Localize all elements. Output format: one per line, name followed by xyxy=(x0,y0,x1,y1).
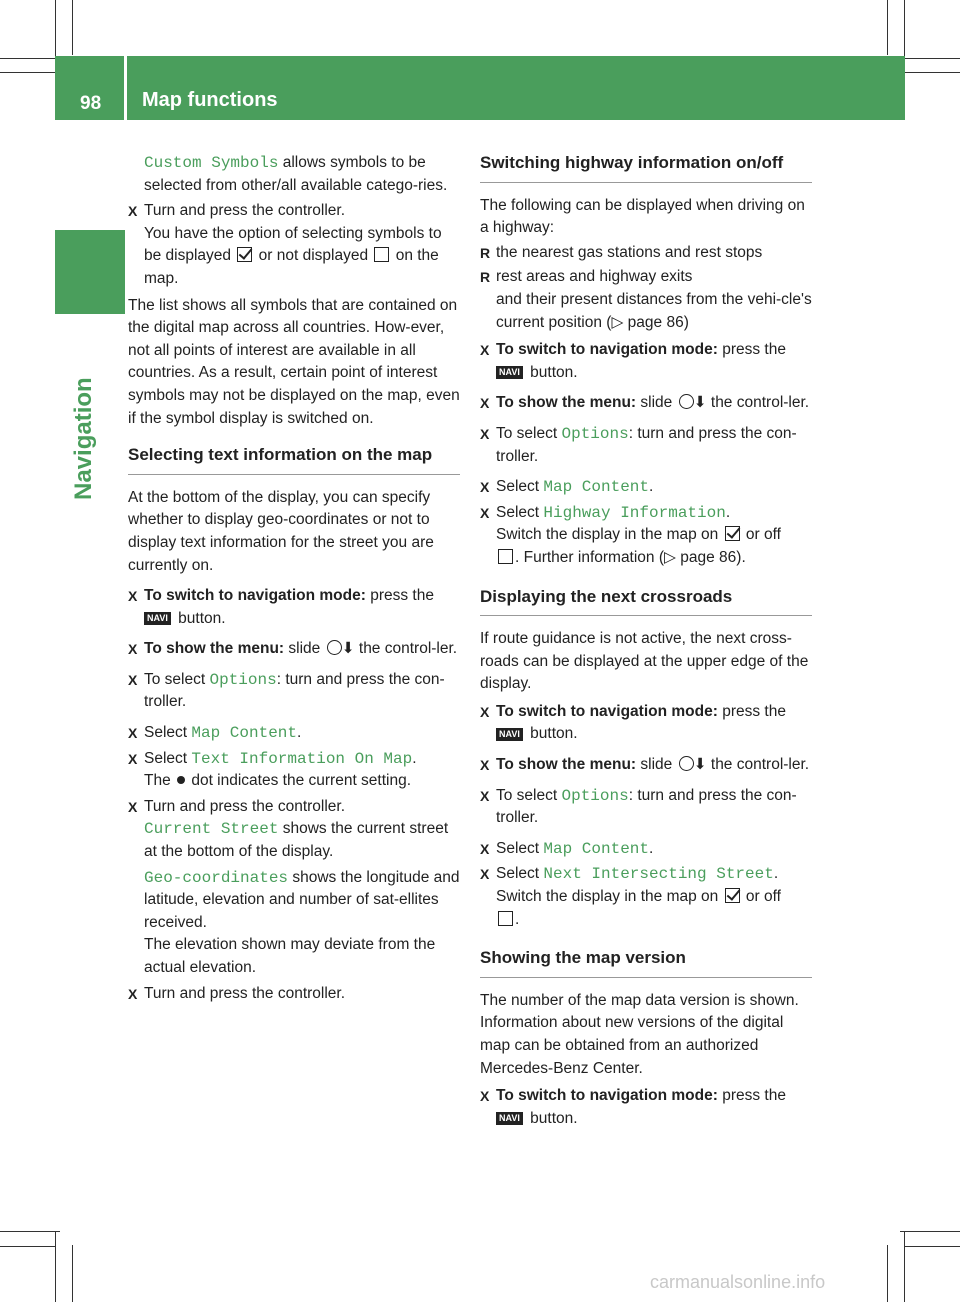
step-arrow-icon: X xyxy=(128,641,138,658)
crop-mark xyxy=(0,72,55,73)
step xyxy=(480,1085,812,1130)
step xyxy=(480,863,812,931)
controller-icon xyxy=(679,394,694,409)
arrow-down-icon: ⬇ xyxy=(341,640,355,658)
step xyxy=(480,392,812,415)
text: Select xyxy=(496,503,544,521)
checkbox-empty-icon xyxy=(498,911,513,926)
step xyxy=(128,585,460,630)
ui-term: Map Content xyxy=(543,478,650,497)
text: shows the longitude and latitude, elevation and number of sat-ellites received. xyxy=(144,868,460,931)
checkbox-checked-icon xyxy=(725,526,740,541)
text: To switch to navigation mode: xyxy=(496,341,718,359)
page-title: Map functions xyxy=(142,89,278,111)
paragraph: The following can be displayed when driving on a highway: xyxy=(480,196,805,237)
step xyxy=(128,200,460,290)
step-arrow-icon: X xyxy=(480,504,490,521)
step xyxy=(480,785,812,830)
crop-mark xyxy=(900,58,960,59)
ui-term: Options xyxy=(561,786,629,805)
text: or not displayed xyxy=(254,247,373,265)
paragraph: At the bottom of the display, you can specify whether to display geo-coordinates or not to display text information for the street you are currently on. xyxy=(128,488,434,574)
text: . xyxy=(773,865,779,883)
ui-term: Highway Information xyxy=(543,503,726,522)
text: . xyxy=(649,478,654,496)
text: Switch the display in the map on xyxy=(496,526,723,544)
text: rest areas and highway exits xyxy=(496,268,693,286)
ui-term: Geo-coordinates xyxy=(144,868,289,887)
text: button. xyxy=(173,609,226,627)
step xyxy=(480,339,812,384)
crop-mark xyxy=(905,72,960,73)
watermark: carmanualsonline.info xyxy=(650,1272,826,1292)
bullet-item xyxy=(480,242,812,265)
text: button. xyxy=(525,363,578,381)
step-arrow-icon: X xyxy=(128,671,138,688)
text: slide xyxy=(636,756,677,774)
text: dot indicates the current setting. xyxy=(187,772,412,790)
text: Select xyxy=(496,478,544,496)
ui-term: Options xyxy=(561,424,629,443)
text: . xyxy=(297,724,302,742)
text: on the map. xyxy=(144,247,439,287)
checkbox-empty-icon xyxy=(374,247,389,262)
step-arrow-icon: X xyxy=(128,750,138,767)
text: press the xyxy=(717,341,786,359)
step-arrow-icon: X xyxy=(128,985,138,1002)
step-arrow-icon: X xyxy=(128,725,138,742)
step-arrow-icon: X xyxy=(480,342,490,359)
crop-mark xyxy=(0,1246,55,1247)
text: allows symbols to be selected from other/all available catego-ries. xyxy=(144,154,448,194)
text: To select xyxy=(496,786,562,804)
text: Select xyxy=(144,724,192,742)
text: . xyxy=(649,839,654,857)
section-tab xyxy=(55,230,125,314)
step xyxy=(128,748,460,793)
paragraph: If route guidance is not active, the next cross-roads can be displayed at the upper edge of the display. xyxy=(480,630,809,693)
text: You have the option of selecting symbols to be displayed xyxy=(144,224,442,265)
step xyxy=(128,722,460,745)
arrow-down-icon: ⬇ xyxy=(693,394,707,412)
ui-term: Map Content xyxy=(191,724,298,743)
text: the control-ler. xyxy=(354,640,458,658)
step-arrow-icon: X xyxy=(480,395,490,412)
paragraph: The number of the map data version is shown. Information about new versions of the digital map can be obtained from an authorized Mercedes-Benz Center. xyxy=(480,991,799,1077)
text: : turn and press the con-troller. xyxy=(144,670,445,711)
left-column xyxy=(128,152,460,1005)
step xyxy=(480,423,812,468)
crop-mark xyxy=(0,1231,60,1232)
ui-term: Current Street xyxy=(144,820,279,839)
text: Select xyxy=(496,865,544,883)
text: the control-ler. xyxy=(706,394,810,412)
text: To select xyxy=(496,424,562,442)
bullet-icon: R xyxy=(480,244,491,261)
text: Select xyxy=(144,749,192,767)
text: The elevation shown may deviate from the actual elevation. xyxy=(144,936,436,976)
checkbox-checked-icon xyxy=(725,888,740,903)
ui-term: Next Intersecting Street xyxy=(543,865,774,884)
step-arrow-icon: X xyxy=(480,787,490,804)
text: press the xyxy=(717,702,786,720)
controller-icon xyxy=(679,756,694,771)
text: . xyxy=(515,910,520,928)
text: slide xyxy=(636,394,677,412)
section-heading: Switching highway information on/off xyxy=(480,152,812,183)
crop-mark xyxy=(0,58,60,59)
step-arrow-icon: X xyxy=(480,1088,490,1105)
navi-key-icon: NAVI xyxy=(496,728,523,741)
step xyxy=(480,838,812,861)
checkbox-empty-icon xyxy=(498,549,513,564)
paragraph xyxy=(128,152,460,197)
text: To switch to navigation mode: xyxy=(496,1087,718,1105)
step xyxy=(480,701,812,746)
text: To switch to navigation mode: xyxy=(496,702,718,720)
text: Select xyxy=(496,839,544,857)
text: slide xyxy=(284,640,325,658)
text: Turn and press the controller. xyxy=(144,984,346,1002)
text: button. xyxy=(525,725,578,743)
step xyxy=(128,669,460,714)
text: the nearest gas stations and rest stops xyxy=(496,243,763,261)
step xyxy=(128,796,460,980)
section-label-text: Navigation xyxy=(70,377,97,500)
crop-mark xyxy=(905,1246,960,1247)
text: button. xyxy=(525,1109,578,1127)
step-arrow-icon: X xyxy=(128,203,138,220)
crop-mark xyxy=(55,1231,56,1302)
ui-term: Map Content xyxy=(543,839,650,858)
navi-key-icon: NAVI xyxy=(144,612,171,625)
bullet-icon: R xyxy=(480,269,491,286)
text: press the xyxy=(365,587,434,605)
text: To show the menu: xyxy=(496,394,637,412)
crop-mark xyxy=(904,0,905,60)
section-heading: Showing the map version xyxy=(480,947,812,978)
page-number: 98 xyxy=(80,93,102,114)
step-arrow-icon: X xyxy=(480,479,490,496)
dot-icon xyxy=(177,776,185,784)
right-column xyxy=(480,152,812,1130)
step-arrow-icon: X xyxy=(480,840,490,857)
header-divider xyxy=(124,56,127,120)
text: shows the current street at the bottom of the display. xyxy=(144,820,449,861)
section-heading: Displaying the next crossroads xyxy=(480,586,812,617)
crop-mark xyxy=(887,1245,888,1302)
text: To show the menu: xyxy=(144,640,285,658)
step xyxy=(480,754,812,777)
step-arrow-icon: X xyxy=(480,703,490,720)
arrow-down-icon: ⬇ xyxy=(693,756,707,774)
bullet-item xyxy=(480,266,812,334)
step-arrow-icon: X xyxy=(480,866,490,883)
text: Turn and press the controller. xyxy=(144,202,346,220)
crop-mark xyxy=(904,1231,905,1302)
step-arrow-icon: X xyxy=(128,798,138,815)
step-arrow-icon: X xyxy=(128,588,138,605)
crop-mark xyxy=(900,1231,960,1232)
text: Switch the display in the map on xyxy=(496,888,723,906)
text: : turn and press the con-troller. xyxy=(496,424,797,465)
text: . xyxy=(412,749,417,767)
ui-term: Options xyxy=(209,670,277,689)
section-heading: Selecting text information on the map xyxy=(128,444,460,475)
crop-mark xyxy=(72,0,73,55)
step xyxy=(128,638,460,661)
step xyxy=(128,983,460,1006)
text: : turn and press the con-troller. xyxy=(496,786,797,827)
text: or off xyxy=(741,888,781,906)
text: The xyxy=(144,772,176,790)
text: . xyxy=(725,503,731,521)
step xyxy=(480,502,812,570)
ui-term: Text Information On Map xyxy=(191,749,413,768)
step-arrow-icon: X xyxy=(480,757,490,774)
text: To select xyxy=(144,670,210,688)
paragraph: The list shows all symbols that are contained on the digital map across all countries. How-ever, not all points of interest are available in all countries. As a result, certain point of interest symbols may not be displayed on the map, even if the symbol display is switched on. xyxy=(128,296,460,427)
navi-key-icon: NAVI xyxy=(496,366,523,379)
navi-key-icon: NAVI xyxy=(496,1112,523,1125)
checkbox-checked-icon xyxy=(237,247,252,262)
text: the control-ler. xyxy=(706,756,810,774)
step-arrow-icon: X xyxy=(480,425,490,442)
step xyxy=(480,476,812,499)
controller-icon xyxy=(327,640,342,655)
text: or off xyxy=(741,526,781,544)
crop-mark xyxy=(72,1245,73,1302)
text: Turn and press the controller. xyxy=(144,797,346,815)
text: press the xyxy=(717,1087,786,1105)
crop-mark xyxy=(55,0,56,60)
text: To show the menu: xyxy=(496,756,637,774)
text: and their present distances from the vehi-cle's current position (▷ page 86) xyxy=(496,290,812,331)
crop-mark xyxy=(887,0,888,55)
text: . Further information (▷ page 86). xyxy=(515,548,746,566)
ui-term: Custom Symbols xyxy=(144,154,279,172)
text: To switch to navigation mode: xyxy=(144,587,366,605)
